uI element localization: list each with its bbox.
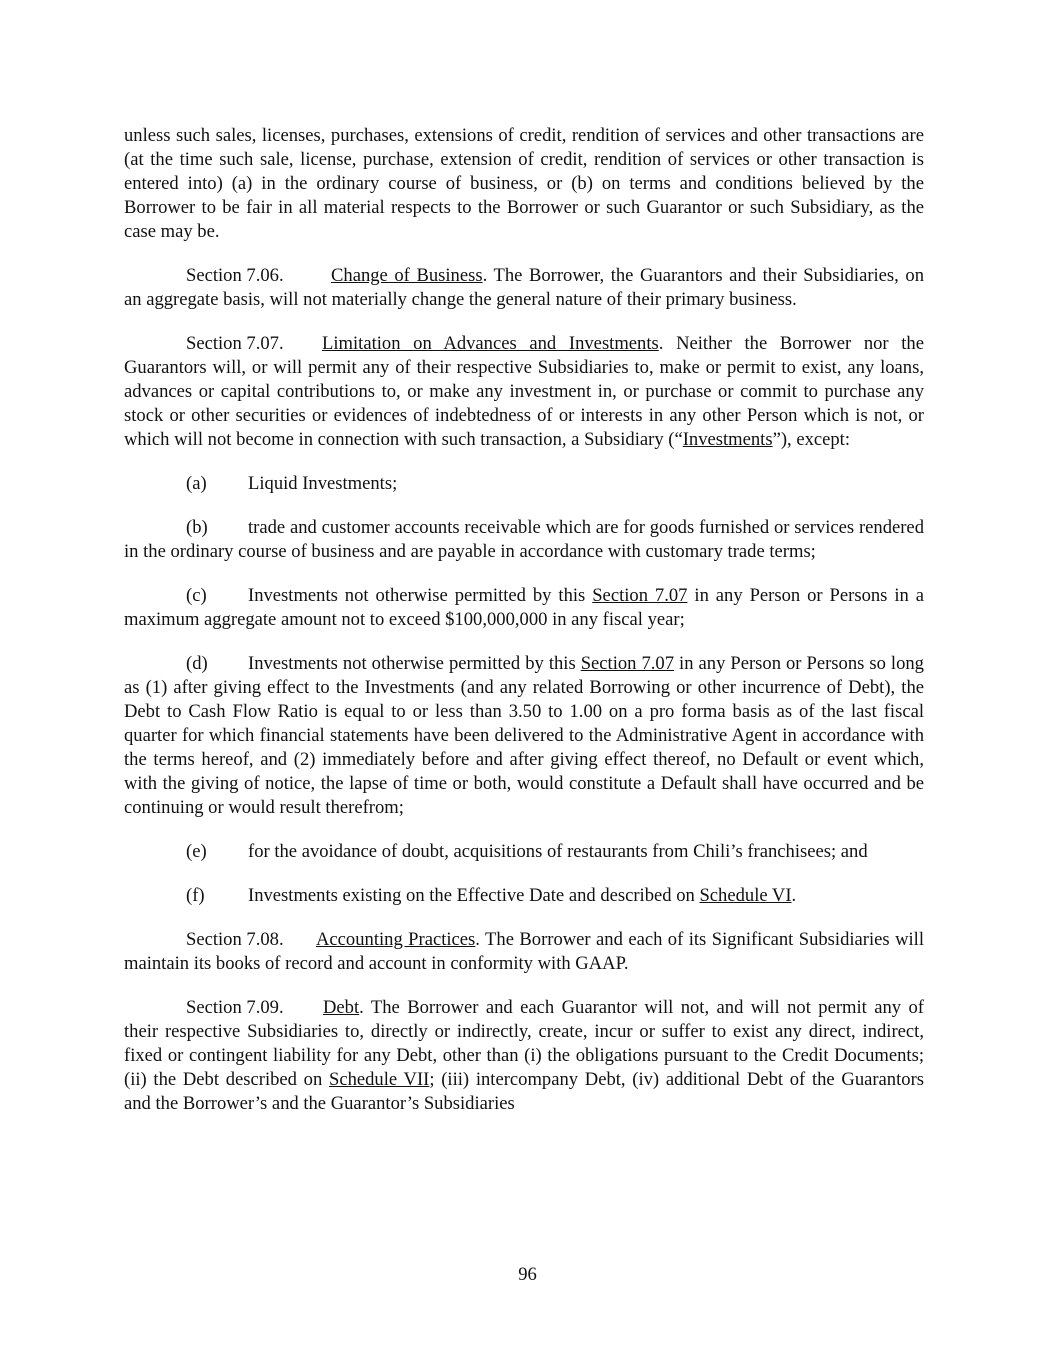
item-text-end: in any Person or Persons in a maximum aggregate amount not to exceed $100,000,000 in any fiscal year; — [124, 585, 924, 630]
item-label: (c) — [186, 585, 207, 606]
section-reference: Section 7.07 — [580, 653, 675, 674]
schedule-reference: Schedule VI — [699, 885, 792, 906]
list-item-b — [124, 516, 924, 564]
item-text-end: in any Person or Persons so long as (1) after giving effect to the Investments (and any related Borrowing or other incurrence of Debt), the Debt to Cash Flow Ratio is equal to or less than 3.50 to 1.00 on a pro forma basis as of the last fiscal quarter for which financial statements have been delivered to the Administrative Agent in accordance with the terms hereof, and (2) immediately before and after giving effect thereof, no Default or event which, with the giving of notice, the lapse of time or both, would constitute a Default shall have occurred and be continuing or would result therefrom; — [124, 653, 924, 818]
list-item-d — [124, 652, 924, 820]
section-title: Change of Business — [331, 265, 483, 286]
section-body-end: ”), except: — [772, 429, 851, 450]
item-label: (e) — [186, 841, 207, 862]
section-7-09 — [124, 996, 924, 1116]
item-text: Investments existing on the Effective Date and described on — [248, 885, 700, 906]
intro-paragraph: unless such sales, licenses, purchases, extensions of credit, rendition of services and other transactions are (at the time such sale, license, purchase, extension of credit, rendition of services or other transaction is entered into) (a) in the ordinary course of business, or (b) on terms and conditions believed by the Borrower to be fair in all material respects to the Borrower or such Guarantor or such Subsidiary, as the case may be. — [124, 125, 924, 242]
item-text: trade and customer accounts receivable which are for goods furnished or services rendered in the ordinary course of business and are payable in accordance with customary trade terms; — [124, 517, 924, 562]
section-number: Section 7.08. — [186, 929, 284, 950]
list-item-a — [124, 472, 924, 496]
list-item-f — [124, 884, 924, 908]
item-label: (f) — [186, 885, 205, 906]
section-7-07 — [124, 332, 924, 452]
section-title: Limitation on Advances and Investments — [322, 333, 659, 354]
section-7-08 — [124, 928, 924, 976]
section-body-end: ; (iii) intercompany Debt, (iv) additional Debt of the Guarantors and the Borrower’s and the Guarantor’s Subsidiaries — [124, 1069, 924, 1114]
schedule-reference: Schedule VII — [328, 1069, 430, 1090]
section-number: Section 7.07. — [186, 333, 284, 354]
item-text: for the avoidance of doubt, acquisitions of restaurants from Chili’s franchisees; and — [248, 841, 868, 862]
section-body: . The Borrower and each Guarantor will not, and will not permit any of their respective Subsidiaries to, directly or indirectly, create, incur or suffer to exist any direct, indirect, fixed or contingent liability for any Debt, other than (i) the obligations pursuant to the Credit Documents; (ii) the Debt described on — [124, 997, 924, 1090]
section-body: . The Borrower, the Guarantors and their Subsidiaries, on an aggregate basis, will not materially change the general nature of their primary business. — [124, 265, 924, 310]
item-text: Investments not otherwise permitted by this — [248, 585, 593, 606]
item-label: (a) — [186, 473, 207, 494]
list-item-c — [124, 584, 924, 632]
section-title: Debt — [323, 997, 360, 1018]
section-body: . Neither the Borrower nor the Guarantors will, or will permit any of their respective Subsidiaries to, make or permit to exist, any loans, advances or capital contributions to, or make any investment in, or purchase or commit to purchase any stock or other securities or evidences of indebtedness of or interests in any other Person which is not, or which will not become in connection with such transaction, a Subsidiary (“ — [124, 333, 924, 450]
section-7-06 — [124, 264, 924, 312]
section-number: Section 7.06. — [186, 265, 284, 286]
section-number: Section 7.09. — [186, 997, 284, 1018]
document-page — [124, 124, 924, 1136]
section-reference: Section 7.07 — [592, 585, 688, 606]
item-label: (d) — [186, 653, 208, 674]
item-label: (b) — [186, 517, 208, 538]
page-number: 96 — [518, 1264, 537, 1285]
section-body: . The Borrower and each of its Significant Subsidiaries will maintain its books of record and account in conformity with GAAP. — [124, 929, 924, 974]
item-text: Investments not otherwise permitted by this — [248, 653, 581, 674]
item-text: Liquid Investments; — [248, 473, 398, 494]
list-item-e — [124, 840, 924, 864]
item-text-end: . — [791, 885, 797, 906]
section-title: Accounting Practices — [316, 929, 476, 950]
defined-term: Investments — [682, 429, 773, 450]
